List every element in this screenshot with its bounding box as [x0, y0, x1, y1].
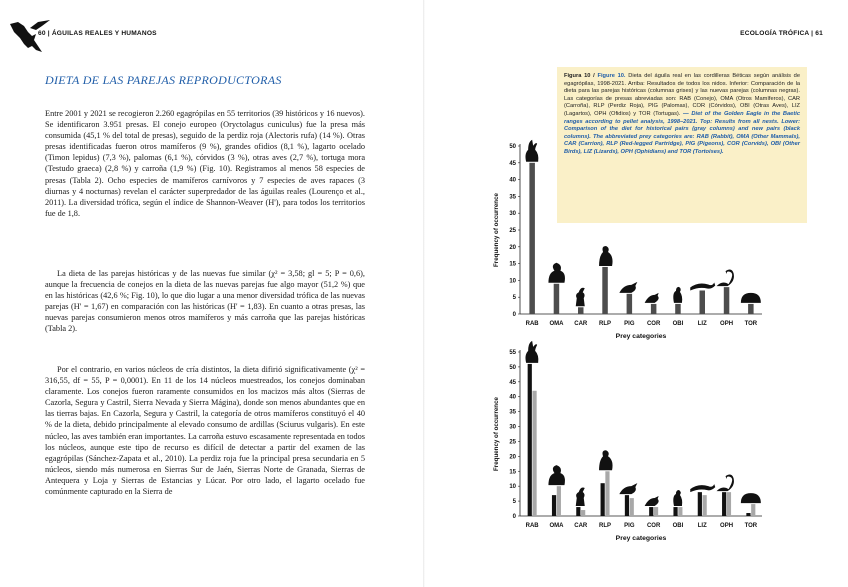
- chart2-prey-silhouette-icon: [673, 490, 682, 506]
- chart2-x-tick-label: RAB: [525, 523, 539, 529]
- chart1-y-axis-label: Frequency of occurrence: [493, 193, 500, 267]
- chart1-x-tick-label: TOR: [744, 321, 758, 327]
- chart1-y-tick-label: 40: [509, 177, 516, 184]
- chart1-y-tick-label: 50: [509, 144, 516, 150]
- chart2-y-tick-label: 45: [509, 379, 516, 386]
- chart2-x-tick-label: OBI: [672, 523, 684, 529]
- chart2-bar: [601, 483, 605, 516]
- chart1-prey-silhouette-icon: [619, 282, 637, 293]
- chart2-bar: [532, 391, 536, 516]
- chart2-bar: [698, 492, 702, 516]
- chart1-prey-silhouette-icon: [576, 288, 585, 307]
- chart1-bar: [724, 287, 730, 314]
- chart2-prey-silhouette-icon: [548, 465, 565, 485]
- caption-label-en: Figure 10.: [597, 73, 626, 79]
- chart2-bar: [678, 507, 682, 516]
- chart1-bar: [700, 290, 706, 314]
- chart2-bar: [654, 507, 658, 516]
- chart1-x-tick-label: LIZ: [697, 321, 707, 327]
- chart2-y-tick-label: 35: [509, 409, 516, 416]
- chart2-x-axis-label: Prey categories: [615, 535, 667, 542]
- chart1-prey-silhouette-icon: [690, 282, 715, 290]
- chart2-y-axis-label: Frequency of occurrence: [493, 397, 500, 471]
- chart2-prey-silhouette-icon: [525, 341, 538, 363]
- chart2-bar: [625, 495, 629, 516]
- chart2-x-tick-label: LIZ: [697, 523, 707, 529]
- chart1-y-tick-label: 10: [509, 278, 516, 285]
- chart1-x-tick-label: RLP: [599, 321, 612, 327]
- chart1-prey-silhouette-icon: [548, 263, 565, 283]
- chart2-bar: [703, 495, 707, 516]
- caption-text-en: — Diet of the Golden Eagle in the Baetic ranges according to pellet analysis, 1998–2021. Top: Results from all nests. Lower: Comparison of the diet for historical pairs (gray columns) and new pairs (black columns). The abbreviated prey categories are: RAB (Rabbit), OMA (Other Mammals), CAR (Carrion), RLP (Red-legged Partridge), PIG (Pigeons), COR (Corvids), OBI (Other Birds), LIZ (Lizards), OPH (Ophidians) and TOR (Tortoises).: [564, 110, 800, 155]
- chart2-prey-silhouette-icon: [645, 496, 659, 506]
- chart1-bar: [578, 307, 584, 314]
- chart2-prey-silhouette-icon: [717, 475, 734, 492]
- chart2-bar: [605, 471, 609, 516]
- caption-text-es: Dieta del águila real en las cordilleras Béticas según análisis de egagrópilas, 1998-2021. Arriba: Resultados de todos los nidos. Inferior: Comparación de la dieta para las parejas históricas (columnas grises) y las nuevas parejas (columnas negras). Las categorías de presas abreviadas son: RAB (Conejo), OMA (Otros Mamíferos), CAR (Carroña), RLP (Perdiz Roja), PIG (Palomas), COR (Córvidos), OBI (Otras Aves), LIZ (Lagartos), OPH (Ofidios) y TOR (Tortugas).: [564, 73, 800, 117]
- chart2-bar: [727, 492, 731, 516]
- chart2-x-tick-label: CAR: [574, 523, 588, 529]
- section-title: DIETA DE LAS PAREJAS REPRODUCTORAS: [45, 73, 282, 87]
- chart2-bar: [751, 504, 755, 516]
- chart1-y-tick-label: 45: [509, 160, 516, 167]
- chart1-bar: [651, 304, 657, 314]
- chart2-prey-silhouette-icon: [619, 483, 637, 494]
- chart2-x-tick-label: OMA: [549, 523, 564, 529]
- chart1-bar: [602, 267, 608, 314]
- chart2-bar: [576, 507, 580, 516]
- chart1-y-tick-label: 15: [509, 261, 516, 268]
- chart2-prey-silhouette-icon: [690, 484, 715, 492]
- chart1-x-axis-label: Prey categories: [615, 333, 667, 340]
- chart1-y-tick-label: 20: [509, 244, 516, 251]
- right-running-header: ECOLOGÍA TRÓFICA | 61: [740, 30, 823, 37]
- chart2-bar: [673, 507, 677, 516]
- chart1-x-tick-label: OPH: [720, 321, 734, 327]
- chart2-x-tick-label: PIG: [624, 523, 635, 529]
- chart1-y-tick-label: 25: [509, 228, 516, 234]
- chart1-x-tick-label: RAB: [525, 321, 539, 327]
- chart2-y-tick-label: 30: [509, 424, 516, 431]
- paragraph-3-text: Por el contrario, en varios núcleos de cría distintos, la dieta difirió significativamente (χ² = 316,55, df = 55, P = 0,0001). En 11 de los 14 núcleos muestreados, los conejos dominaban claramente. Los conejos fueron raramente consumidos en los macizos más altos (Sierras de Cazorla, Segura y Castril, Sierra Nevada y Sierra Mágina), donde son menos abundantes que en las tierras bajas. En Cazorla, Segura y Castril, la categoría de otros mamíferos constituyó el 40 % de la dieta, debido principalmente al elevado consumo de ardillas (Sciurus vulgaris). En este núcleo, las aves también eran importantes. La carroña estuvo escasamente representada en todos los núcleos, aunque este tipo de recurso es difícil de detectar a partir del examen de las egagrópilas (Sánchez-Zapata et al., 2010). La perdiz roja fue la principal presa secundaria en 5 núcleos, siendo más numerosa en Sierras Sur de Jaén, Sierras Norte de Granada, Sierras de Antequera y Loja y Sierras de Estancias y Lúcar. Por otro lado, el lagarto ocelado fue comúnmente capturado en la Sierra de: [45, 365, 365, 497]
- chart1-bar: [554, 284, 560, 314]
- left-running-header: 60 | ÁGUILAS REALES Y HUMANOS: [38, 30, 157, 37]
- chart2-bar: [722, 492, 726, 516]
- chart2-bar: [581, 510, 585, 516]
- chart2-prey-silhouette-icon: [599, 450, 613, 470]
- chart2-bar: [528, 364, 532, 516]
- chart1-bar: [627, 294, 633, 314]
- caption-label-es: Figura 10 /: [564, 73, 595, 79]
- chart2-y-tick-label: 25: [509, 439, 516, 446]
- chart2-x-tick-label: OPH: [720, 523, 734, 529]
- chart2-y-tick-label: 20: [509, 454, 516, 461]
- chart2-x-tick-label: RLP: [599, 523, 612, 529]
- chart1-y-tick-label: 0: [512, 312, 516, 318]
- chart2-bar: [557, 486, 561, 516]
- chart1-prey-silhouette-icon: [645, 293, 659, 303]
- chart2-y-tick-label: 55: [509, 350, 516, 356]
- chart2-y-tick-label: 0: [512, 514, 516, 520]
- chart1-prey-silhouette-icon: [525, 140, 538, 162]
- chart1-bar: [748, 304, 754, 314]
- chart2-y-tick-label: 15: [509, 469, 516, 476]
- chart1-x-tick-label: COR: [646, 321, 661, 327]
- chart1-prey-silhouette-icon: [717, 270, 734, 287]
- chart2-bar: [649, 507, 653, 516]
- chart2-prey-silhouette-icon: [576, 488, 585, 507]
- chart1-prey-silhouette-icon: [741, 293, 761, 303]
- chart2-y-tick-label: 50: [509, 364, 516, 371]
- chart1-x-tick-label: OMA: [549, 321, 564, 327]
- chart1-bar: [529, 163, 535, 314]
- chart1-x-tick-label: CAR: [574, 321, 588, 327]
- chart2-x-tick-label: TOR: [744, 523, 758, 529]
- chart1-y-tick-label: 30: [509, 211, 516, 218]
- chart2-y-tick-label: 10: [509, 484, 516, 491]
- chart2-y-tick-label: 5: [512, 499, 516, 506]
- chart1-y-tick-label: 5: [512, 295, 516, 302]
- chart1-bar: [675, 304, 681, 314]
- chart2-bar: [746, 513, 750, 516]
- chart2-bar: [552, 495, 556, 516]
- chart1-prey-silhouette-icon: [599, 246, 613, 266]
- chart1-prey-silhouette-icon: [673, 287, 682, 303]
- chart1-x-tick-label: PIG: [624, 321, 635, 327]
- chart2-x-tick-label: COR: [646, 523, 661, 529]
- chart2-bar: [630, 498, 634, 516]
- chart1-y-tick-label: 35: [509, 194, 516, 201]
- chart2-y-tick-label: 40: [509, 394, 516, 401]
- chart1-x-tick-label: OBI: [672, 321, 684, 327]
- chart2-prey-silhouette-icon: [741, 493, 761, 503]
- paragraph-1-text: Entre 2001 y 2021 se recogieron 2.260 egagrópilas en 55 territorios (39 históricos y 16 nuevos). Se identificaron 3.951 presas. El conejo europeo (Oryctolagus cuniculus) fue la presa más consumida (45,1 % del total de presas), seguido de la perdiz roja (Alectoris rufa) (14 %). Otras presas identificadas fueron otros mamíferos (9 %), grandes ofidios (8,1 %), lagarto ocelado (Timon lepidus) (7,3 %), palomas (6,1 %), córvidos (3 %), otras aves (2,7 %), tortuga mora (Testudo graeca) (2,8 %) y carroña (1,9 %) (Fig. 10). Registramos al menos 58 especies de presas (Tabla 2). Ocho especies de mamíferos carnívoros y 7 especies de aves rapaces (3 diurnas y 4 nocturnas) revelan el carácter superpredador de las águilas reales (Lourenço et al., 2011). La diversidad trófica, según el índice de Shannon-Weaver (H'), para todos los territorios fue de 1,8.: [45, 109, 365, 218]
- paragraph-2-text: La dieta de las parejas históricas y de las nuevas fue similar (χ² = 3,58; gl = 5; P = 0,6), aunque la frecuencia de conejos en la dieta de las nuevas parejas fue algo mayor (51,2 %) que en las históricas (42,6 %; Fig. 10), lo que dio lugar a una menor diversidad trófica de las nuevas parejas (H' = 1,67) en comparación con las históricas (H' = 1,83). En cuanto a otras presas, las nuevas parejas consumieron menos otros mamíferos y más carroña que las parejas históricas (Tabla 2).: [45, 269, 365, 334]
